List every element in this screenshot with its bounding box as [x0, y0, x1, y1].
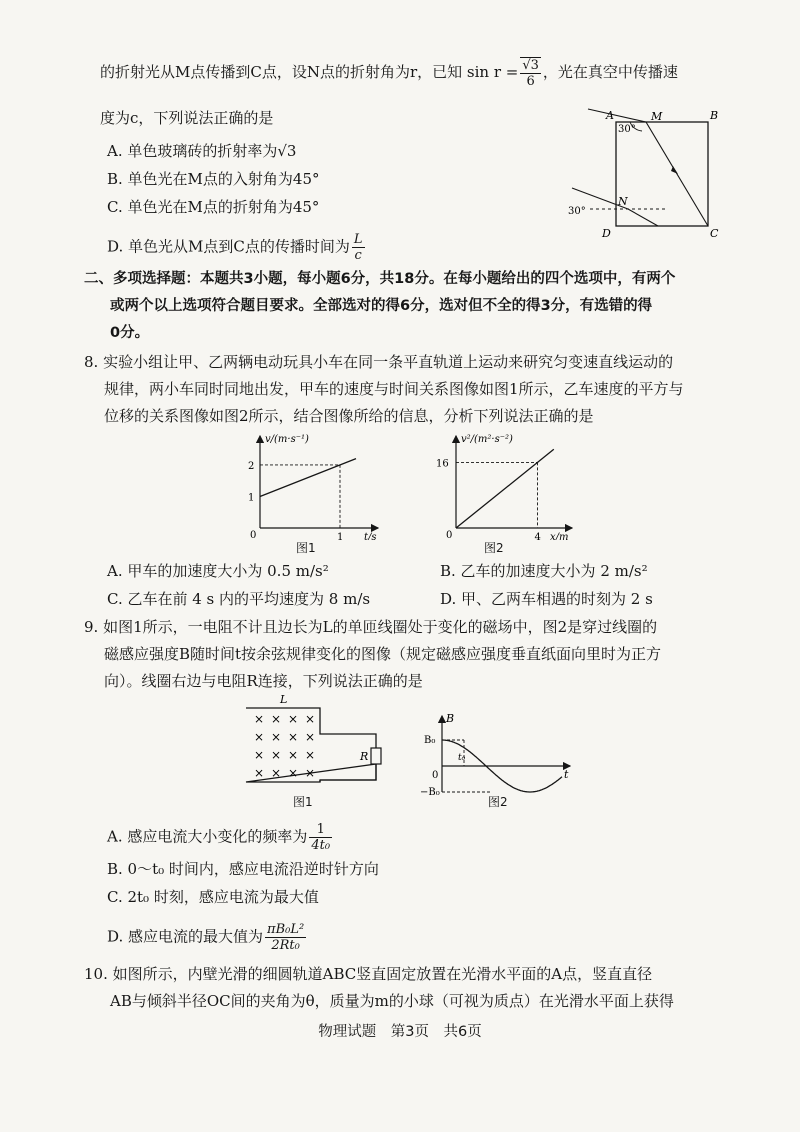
- q10-line1: 10. 如图所示，内壁光滑的细圆轨道ABC竖直固定放置在光滑水平面的A点，竖直直径: [84, 965, 653, 983]
- section2-line2: 或两个以上选项符合题目要求。全部选对的得6分，选对但不全的得3分，有选错的得: [110, 298, 653, 314]
- q9-option-a-text: A. 感应电流大小变化的频率为: [107, 827, 308, 846]
- chart1-y-label: v/(m·s⁻¹): [265, 434, 309, 445]
- chart2-x-label: x/m: [550, 532, 569, 540]
- lead-bottom: [320, 764, 376, 780]
- chart1-tick-x-1: 1: [337, 532, 344, 540]
- q9-option-d: [107, 922, 308, 953]
- chart2-y-label: v²/(m²·s⁻²): [461, 434, 513, 445]
- label-m: M: [651, 110, 663, 123]
- q8-line1: 8. 实验小组让甲、乙两辆电动玩具小车在同一条平直轨道上运动来研究匀变速直线运动的: [84, 353, 674, 371]
- graph-t-label: t: [564, 768, 569, 781]
- q7-stem-line2: 度为c，下列说法正确的是: [100, 109, 274, 127]
- sin-r-fraction: [520, 57, 541, 89]
- q9-option-b: B. 0～t₀ 时间内，感应电流沿逆时针方向: [107, 860, 379, 878]
- q7-option-a: A. 单色玻璃砖的折射率为√3: [107, 142, 297, 160]
- field-cross: ×: [305, 712, 316, 726]
- field-cross: ×: [254, 730, 265, 744]
- chart2-tick-y-16: 16: [436, 458, 449, 470]
- q8-line3: 位移的关系图像如图2所示，结合图像所给的信息，分析下列说法正确的是: [104, 407, 594, 425]
- q9-option-c: C. 2t₀ 时刻，感应电流为最大值: [107, 888, 319, 906]
- q9-fig2-caption: 图2: [488, 795, 508, 809]
- chart2-origin: 0: [446, 530, 453, 540]
- section2-line3: 0分。: [110, 325, 150, 341]
- label-a: A: [606, 109, 614, 122]
- q7-option-b: B. 单色光在M点的入射角为45°: [107, 170, 320, 188]
- b-t-cosine-graph: [420, 712, 580, 797]
- q7-stem-line1: [100, 57, 678, 89]
- chart1-tick-y-2: 2: [248, 460, 255, 472]
- fraction-numerator: 1: [309, 822, 332, 838]
- glass-brick-figure: [560, 108, 760, 238]
- q8-line2: 规律，两小车同时同地出发，甲车的速度与时间关系图像如图1所示，乙车速度的平方与: [104, 380, 684, 398]
- sin-r-numerator: √3: [522, 58, 539, 73]
- field-cross: ×: [271, 766, 282, 780]
- chart1-tick-y-1: 1: [248, 492, 255, 504]
- refracted-ray-mc: [646, 122, 708, 226]
- resistor: [371, 748, 381, 764]
- series-line: [260, 459, 356, 497]
- label-c: C: [710, 227, 719, 238]
- chart1-x-label: t/s: [364, 532, 377, 540]
- field-cross: ×: [288, 712, 299, 726]
- q7-stem-text: 的折射光从M点传播到C点，设N点的折射角为r，已知 sin r =: [100, 63, 519, 81]
- chart1-origin: 0: [250, 530, 257, 540]
- series-line: [456, 449, 554, 528]
- field-cross: ×: [288, 730, 299, 744]
- q9-fig1-caption: 图1: [293, 795, 313, 809]
- coil-circuit-figure: [236, 692, 406, 792]
- field-cross: ×: [288, 766, 299, 780]
- q8-fig2-caption: 图2: [484, 541, 504, 555]
- q7-option-d: [107, 232, 367, 263]
- fraction-denominator: 2Rt₀: [271, 938, 300, 953]
- chart2-tick-x-4: 4: [534, 532, 541, 540]
- fraction-denominator: 4t₀: [311, 838, 331, 853]
- l-over-c-fraction: [352, 232, 365, 263]
- field-cross: ×: [254, 748, 265, 762]
- frequency-fraction: [309, 822, 332, 853]
- resistor-label-r: R: [360, 750, 369, 763]
- q9-line2: 磁感应强度B随时间t按余弦规律变化的图像（规定磁感应强度垂直纸面向里时为正方: [104, 645, 662, 663]
- q8-option-c: C. 乙车在前 4 s 内的平均速度为 8 m/s: [107, 590, 371, 608]
- q9-option-d-text: D. 感应电流的最大值为: [107, 927, 264, 946]
- sin-r-denominator: 6: [526, 74, 535, 89]
- velocity-squared-position-chart: [432, 430, 582, 540]
- q8-option-b: B. 乙车的加速度大小为 2 m/s²: [440, 562, 648, 580]
- field-cross: ×: [271, 748, 282, 762]
- label-d: D: [602, 227, 611, 238]
- incident-ray-top: [588, 109, 646, 122]
- graph-b-label: B: [446, 712, 455, 725]
- graph-b0-label: B₀: [424, 735, 436, 746]
- label-n: N: [618, 195, 628, 208]
- field-cross: ×: [254, 712, 265, 726]
- field-cross: ×: [254, 766, 265, 780]
- field-cross: ×: [305, 766, 316, 780]
- field-cross: ×: [305, 730, 316, 744]
- max-current-fraction: [265, 922, 306, 953]
- fraction-numerator: L: [353, 232, 363, 247]
- q7-stem-tail: ，光在真空中传播速: [542, 63, 678, 81]
- q8-option-a: A. 甲车的加速度大小为 0.5 m/s²: [107, 562, 329, 580]
- graph-neg-b0-label: −B₀: [420, 787, 440, 797]
- angle-label-left: 30°: [568, 206, 586, 217]
- q8-fig1-caption: 图1: [296, 541, 316, 555]
- field-cross: ×: [288, 748, 299, 762]
- q9-line1: 9. 如图1所示，一电阻不计且边长为L的单匝线圈处于变化的磁场中，图2是穿过线圈的: [84, 618, 658, 636]
- graph-t0-label: t₀: [458, 753, 466, 763]
- velocity-time-chart: [240, 430, 390, 540]
- ray-arrow: [671, 166, 678, 174]
- refracted-ray-n: [628, 209, 658, 226]
- q10-line2: AB与倾斜半径OC间的夹角为θ，质量为m的小球（可视为质点）在光滑水平面上获得: [110, 992, 674, 1010]
- angle-label-top: 30°: [618, 124, 636, 135]
- q8-option-d: D. 甲、乙两车相遇的时刻为 2 s: [440, 590, 653, 608]
- field-cross: ×: [305, 748, 316, 762]
- graph-origin: 0: [432, 770, 439, 781]
- fraction-denominator: c: [354, 248, 362, 263]
- q9-option-a: [107, 822, 334, 853]
- q7-option-c: C. 单色光在M点的折射角为45°: [107, 198, 320, 216]
- magnetic-field-crosses: [254, 712, 315, 780]
- coil-label-l: L: [280, 693, 288, 706]
- fraction-numerator: πB₀L²: [267, 922, 305, 937]
- q9-line3: 向）。线圈右边与电阻R连接，下列说法正确的是: [104, 672, 423, 690]
- page-footer: 物理试题 第3页 共6页: [318, 1024, 482, 1040]
- section2-line1: 二、多项选择题：本题共3小题，每小题6分，共18分。在每小题给出的四个选项中，有两个: [84, 271, 676, 287]
- field-cross: ×: [271, 730, 282, 744]
- label-b: B: [710, 109, 719, 122]
- q7-option-d-text: D. 单色光从M点到C点的传播时间为: [107, 237, 350, 256]
- field-cross: ×: [271, 712, 282, 726]
